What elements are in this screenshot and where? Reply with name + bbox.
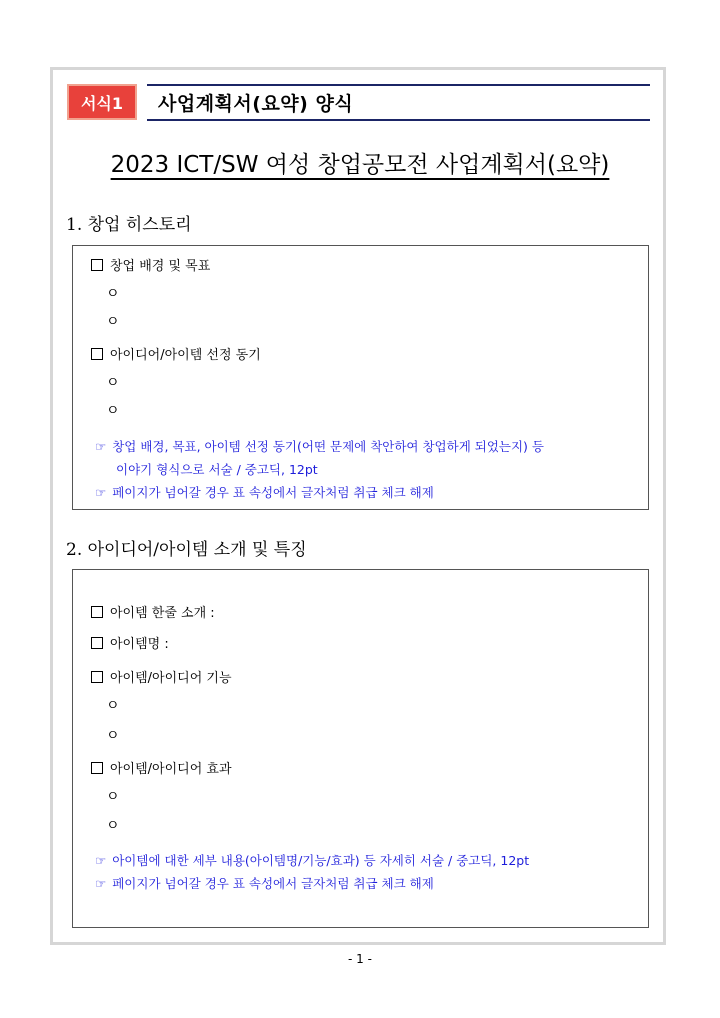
section1-note2 [95, 485, 434, 501]
section2-item2-label: 아이템명 : [110, 637, 169, 652]
page-number: - 1 - [348, 952, 372, 966]
checkbox-square-icon [91, 606, 103, 618]
section2-item-function [91, 671, 232, 687]
document-title [0, 146, 720, 179]
section2-item-effect [91, 762, 232, 778]
document-title-text: 2023 ICT/SW 여성 창업공모전 사업계획서(요약) [110, 152, 610, 178]
section2-item3-label: 아이템/아이디어 기능 [110, 671, 232, 686]
section1-note1-line2: 이야기 형식으로 서술 / 중고딕, 12pt [116, 462, 318, 477]
checkbox-square-icon [91, 671, 103, 683]
pointing-hand-icon: ☞ [95, 485, 107, 500]
section2-item1-label: 아이템 한줄 소개 : [110, 606, 215, 621]
section2-note1 [95, 853, 529, 869]
section1-note2-text: 페이지가 넘어갈 경우 표 속성에서 글자처럼 취급 체크 해제 [112, 485, 434, 500]
checkbox-square-icon [91, 348, 103, 360]
circle-bullet-icon: ㅇ [106, 818, 120, 834]
header-rule-bottom [147, 119, 650, 121]
section2-item4-label: 아이템/아이디어 효과 [110, 762, 232, 777]
form-tag: 서식1 [67, 84, 137, 120]
circle-bullet-icon: ㅇ [106, 698, 120, 714]
section1-item-motivation [91, 348, 261, 364]
circle-bullet-icon: ㅇ [106, 403, 120, 419]
section2-item-name [91, 637, 169, 653]
circle-bullet-icon: ㅇ [106, 375, 120, 391]
section2-note2 [95, 876, 434, 892]
section2-note2-text: 페이지가 넘어갈 경우 표 속성에서 글자처럼 취급 체크 해제 [112, 876, 434, 891]
section2-heading: 2. 아이디어/아이템 소개 및 특징 [66, 540, 307, 560]
section1-note1 [95, 439, 544, 455]
pointing-hand-icon: ☞ [95, 853, 107, 868]
section1-box[interactable] [72, 245, 649, 510]
circle-bullet-icon: ㅇ [106, 286, 120, 302]
section2-box[interactable] [72, 569, 649, 928]
pointing-hand-icon: ☞ [95, 439, 107, 454]
section2-note1-text: 아이템에 대한 세부 내용(아이템명/기능/효과) 등 자세히 서술 / 중고딕, 12pt [112, 853, 530, 868]
circle-bullet-icon: ㅇ [106, 789, 120, 805]
section1-item2-label: 아이디어/아이템 선정 동기 [110, 348, 261, 363]
circle-bullet-icon: ㅇ [106, 728, 120, 744]
circle-bullet-icon: ㅇ [106, 314, 120, 330]
checkbox-square-icon [91, 762, 103, 774]
section1-item-background [91, 259, 210, 275]
checkbox-square-icon [91, 637, 103, 649]
form-title: 사업계획서(요약) 양식 [158, 93, 354, 115]
section1-item1-label: 창업 배경 및 목표 [110, 259, 211, 274]
pointing-hand-icon: ☞ [95, 876, 107, 891]
section1-note1-line1: 창업 배경, 목표, 아이템 선정 동기(어떤 문제에 착안하여 창업하게 되었는지) 등 [112, 439, 544, 454]
section1-heading: 1. 창업 히스토리 [66, 215, 192, 235]
checkbox-square-icon [91, 259, 103, 271]
section2-item-oneliner [91, 606, 215, 622]
header-rule-top [147, 84, 650, 86]
